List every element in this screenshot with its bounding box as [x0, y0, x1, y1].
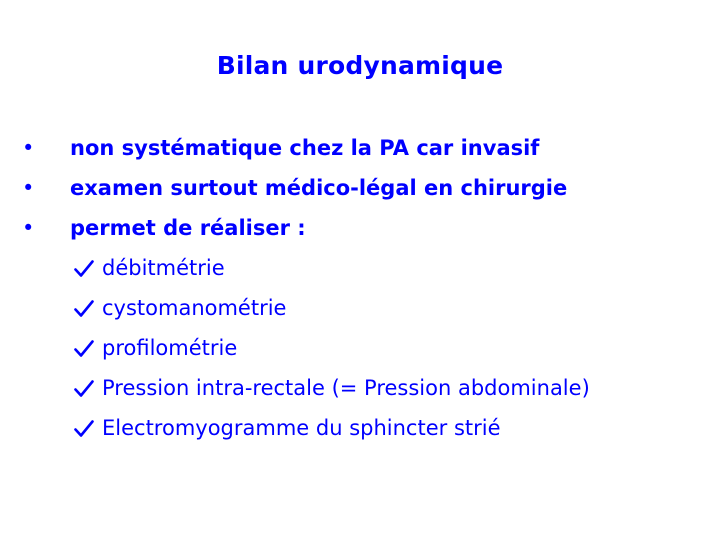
checkmark-icon: [74, 300, 94, 318]
bullet-text: examen surtout médico-légal en chirurgie: [70, 176, 568, 200]
checkmark-icon: [74, 420, 94, 438]
bullet-text: non systématique chez la PA car invasif: [70, 136, 540, 160]
check-text: cystomanométrie: [102, 296, 287, 320]
bullet-marker: •: [22, 176, 35, 200]
check-text: profilométrie: [102, 336, 238, 360]
check-text: Pression intra-rectale (= Pression abdominale): [102, 376, 590, 400]
bullet-marker: •: [22, 136, 35, 160]
check-text: Electromyogramme du sphincter strié: [102, 416, 501, 440]
bullet-marker: •: [22, 216, 35, 240]
checkmark-icon: [74, 340, 94, 358]
slide-title: Bilan urodynamique: [216, 51, 504, 80]
check-text: débitmétrie: [102, 256, 225, 280]
checkmark-icon: [74, 260, 94, 278]
bullet-text: permet de réaliser :: [70, 216, 306, 240]
checkmark-icon: [74, 380, 94, 398]
